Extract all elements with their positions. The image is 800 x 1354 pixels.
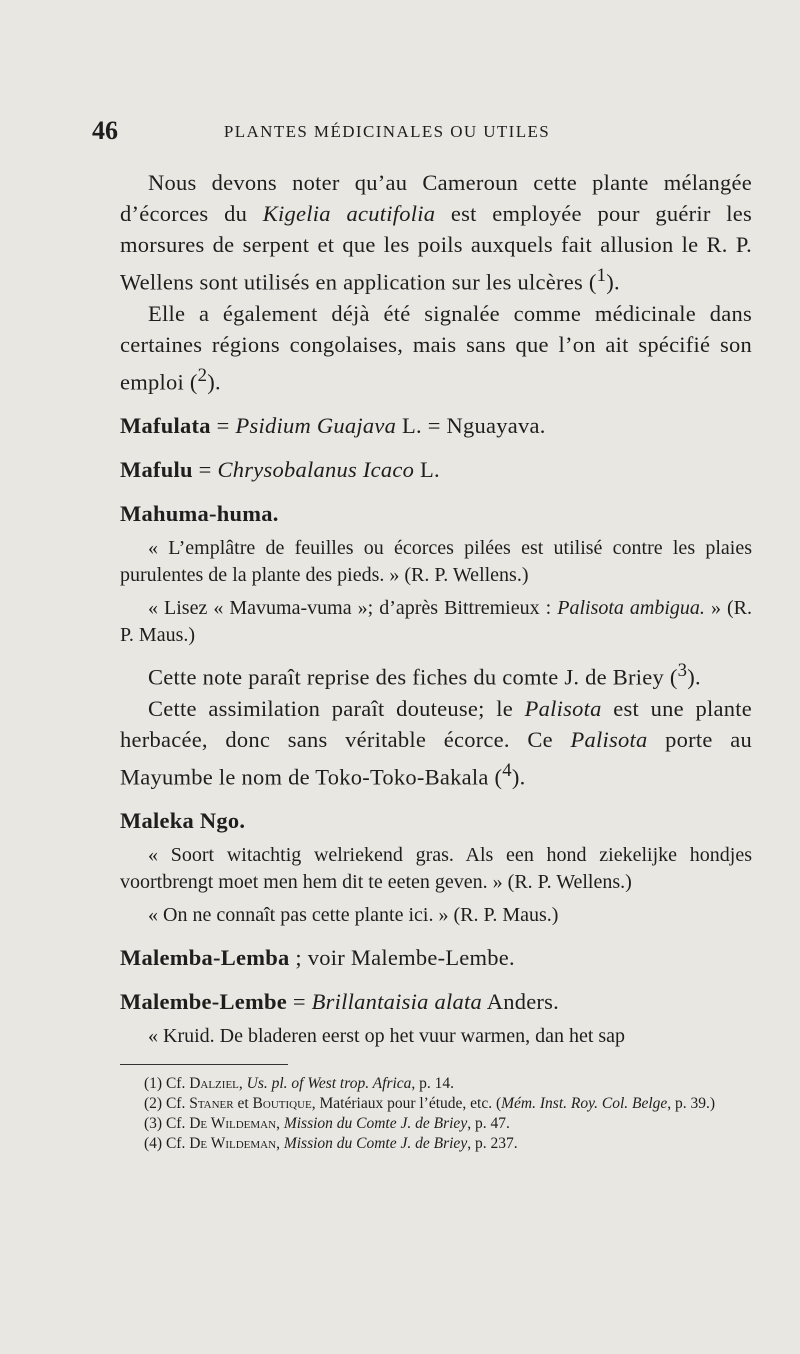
entry-name: Mahuma-huma. (120, 501, 279, 526)
running-title: PLANTES MÉDICINALES OU UTILES (223, 122, 551, 141)
species-name: Psidium Guajava (235, 413, 397, 438)
species-name: Palisota (570, 726, 648, 752)
paragraph-congolaises: Elle a également déjà été signalée comme médicinale dans certaines régions congolaises, mais sans que l’on ait spécifié son emploi ($^2$). (120, 300, 752, 394)
entry-malemba: Malemba-Lemba ; voir Malembe-Lembe. (120, 945, 515, 970)
quote-wellens-dutch: « Soort witachtig welriekend gras. Als een hond ziekelijke hondjes voortbrengt moet men hem dit te eeten geven. » (R. P. Wellens.) (120, 844, 752, 893)
entry-mafulata: Mafulata = Psidium Guajava L. = Nguayava. (120, 413, 546, 438)
species-name: Kigelia acutifolia (262, 201, 436, 226)
quote-wellens: « L’emplâtre de feuilles ou écorces pilées est utilisé contre les plaies purulentes de la plante des pieds. » (R. P. Wellens.) (120, 537, 752, 586)
entry-mafulu: Mafulu = Chrysobalanus Icaco L. (120, 457, 440, 482)
entry-maleka (120, 805, 752, 836)
entry-name: Mafulata (120, 413, 211, 438)
entry-name: Malemba-Lemba (120, 945, 290, 970)
footnote-ref: 1 (596, 265, 607, 286)
entry-name: Mafulu (120, 457, 193, 482)
paragraph-cameroun: Nous devons noter qu’au Cameroun cette plante mélangée d’écorces du Kigelia acutifolia est employée pour guérir les morsures de serpent et que les poils auxquels fait allusion le R. P. Wellens sont utilisés en application sur les ulcères ($^1$). (120, 170, 752, 295)
page-header (92, 116, 682, 150)
entry-name: Maleka Ngo. (120, 808, 246, 833)
footnote-3: (3) Cf. De Wildeman, Mission du Comte J. de Briey, p. 47. (144, 1115, 510, 1132)
entry-malembe: Malembe-Lembe = Brillantaisia alata Anders. (120, 989, 560, 1014)
quote-maus: « Lisez « Mavuma-vuma »; d’après Bittremieux : Palisota ambigua. » (R. P. Maus.) (120, 597, 752, 646)
species-name: Brillantaisia alata (311, 989, 483, 1014)
quote-maus-2: « On ne connaît pas cette plante ici. » (R. P. Maus.) (148, 904, 559, 926)
page-body (120, 167, 752, 1154)
footnote-ref: 4 (502, 759, 512, 781)
page-number: 46 (92, 116, 118, 145)
footnote-ref: 3 (677, 660, 688, 681)
species-name: Palisota ambigua. (557, 597, 705, 619)
paragraph-briey: Cette note paraît reprise des fiches du comte J. de Briey ($^3$). (148, 660, 701, 690)
footnote-1: (1) Cf. Dalziel, Us. pl. of West trop. Africa, p. 14. (144, 1075, 455, 1092)
footnote-2: (2) Cf. Staner et Boutique, Matériaux pour l’étude, etc. (Mém. Inst. Roy. Col. Belge, p. 39.) (144, 1095, 716, 1112)
quote-kruid: « Kruid. De bladeren eerst op het vuur warmen, dan het sap (148, 1025, 626, 1047)
paragraph-palisota: Cette assimilation paraît douteuse; le Palisota est une plante herbacée, donc sans véritable écorce. Ce Palisota porte au Mayumbe le nom de Toko-Toko-Bakala ($^4$). (120, 695, 752, 789)
species-name: Palisota (524, 695, 602, 721)
footnote-ref: 2 (197, 364, 208, 386)
entry-name: Malembe-Lembe (120, 989, 287, 1014)
species-name: Chrysobalanus Icaco (217, 457, 415, 482)
footnote-4: (4) Cf. De Wildeman, Mission du Comte J. de Briey, p. 237. (144, 1135, 518, 1152)
entry-mahuma (120, 498, 752, 529)
footnote-divider (120, 1064, 288, 1065)
